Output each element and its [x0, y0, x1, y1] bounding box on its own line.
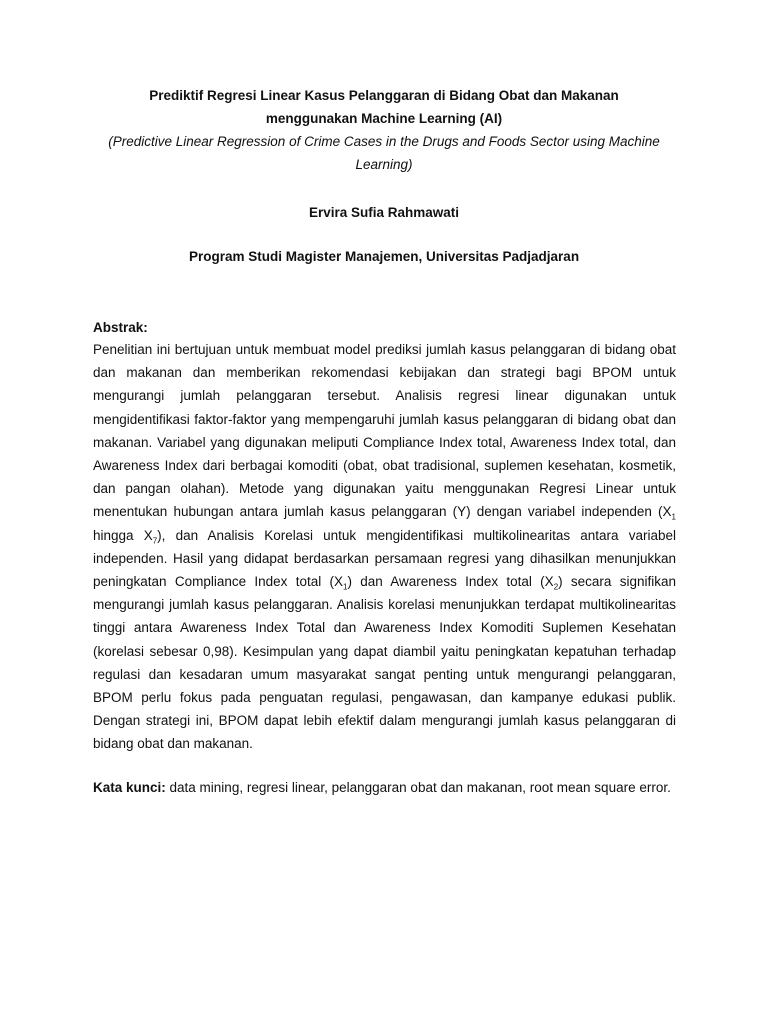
abstract-text-part-2: hingga X [93, 527, 153, 543]
abstract-body [93, 338, 676, 756]
paper-subtitle-line-1: (Predictive Linear Regression of Crime Cases in the Drugs and Foods Sector using Machine [108, 134, 660, 149]
paper-title-line-1: Prediktif Regresi Linear Kasus Pelanggaran di Bidang Obat dan Makanan [149, 88, 619, 103]
subscript-x7: 7 [152, 536, 158, 546]
abstract-text-part-4: ) dan Awareness Index total (X [347, 574, 554, 590]
abstract-text-part-3: ), dan Analisis Korelasi untuk mengidentifikasi multikolinearitas antara variabel independen. Hasil yang didapat berdasarkan persamaan regresi yang dihasilkan menunjukkan peningkatan Compliance Index total (X [93, 527, 676, 590]
abstract-heading: Abstrak: [93, 320, 148, 335]
subscript-x1-compliance: 1 [343, 582, 348, 592]
subscript-x1: 1 [671, 513, 676, 523]
author-name: Ervira Sufia Rahmawati [308, 205, 460, 220]
keywords-paragraph [93, 776, 676, 799]
keywords-label: Kata kunci: [93, 780, 166, 795]
author-affiliation: Program Studi Magister Manajemen, Universitas Padjadjaran [188, 249, 580, 264]
paper-title-line-2: menggunakan Machine Learning (AI) [265, 111, 503, 126]
title-block [92, 84, 676, 176]
abstract-text-part-5: ) secara signifikan mengurangi jumlah kasus pelanggaran. Analisis korelasi menunjukkan terdapat multikolinearitas tinggi antara Awareness Index Total dan Awareness Index Komoditi Suplemen Kesehatan (korelasi sebesar 0,98). Kesimpulan yang dapat diambil yaitu peningkatan kepatuhan terhadap regulasi dan kesadaran umum masyarakat sangat penting untuk mengurangi pelanggaran, BPOM perlu fokus pada penguatan regulasi, pengawasan, dan kampanye edukasi publik. Dengan strategi ini, BPOM dapat lebih efektif dalam mengurangi jumlah kasus pelanggaran di bidang obat dan makanan. [93, 574, 676, 752]
abstract-text-part-1: Penelitian ini bertujuan untuk membuat model prediksi jumlah kasus pelanggaran di bidang obat dan makanan dan memberikan rekomendasi kebijakan dan strategi bagi BPOM untuk mengurangi jumlah pelanggaran tersebut. Analisis regresi linear digunakan untuk mengidentifikasi faktor-faktor yang mempengaruhi jumlah kasus pelanggaran di bidang obat dan makanan. Variabel yang digunakan meliputi Compliance Index total, Awareness Index total, dan Awareness Index dari berbagai komoditi (obat, obat tradisional, suplemen kesehatan, kosmetik, dan pangan olahan). Metode yang digunakan yaitu menggunakan Regresi Linear untuk menentukan hubungan antara jumlah kasus pelanggaran (Y) dengan variabel independen (X [93, 342, 676, 520]
paper-title [92, 84, 676, 130]
paper-subtitle-line-2: Learning) [355, 157, 413, 172]
keywords-text: data mining, regresi linear, pelanggaran obat dan makanan, root mean square error. [165, 780, 671, 795]
subscript-x2-awareness: 2 [553, 582, 559, 592]
paper-subtitle-english [92, 130, 676, 176]
